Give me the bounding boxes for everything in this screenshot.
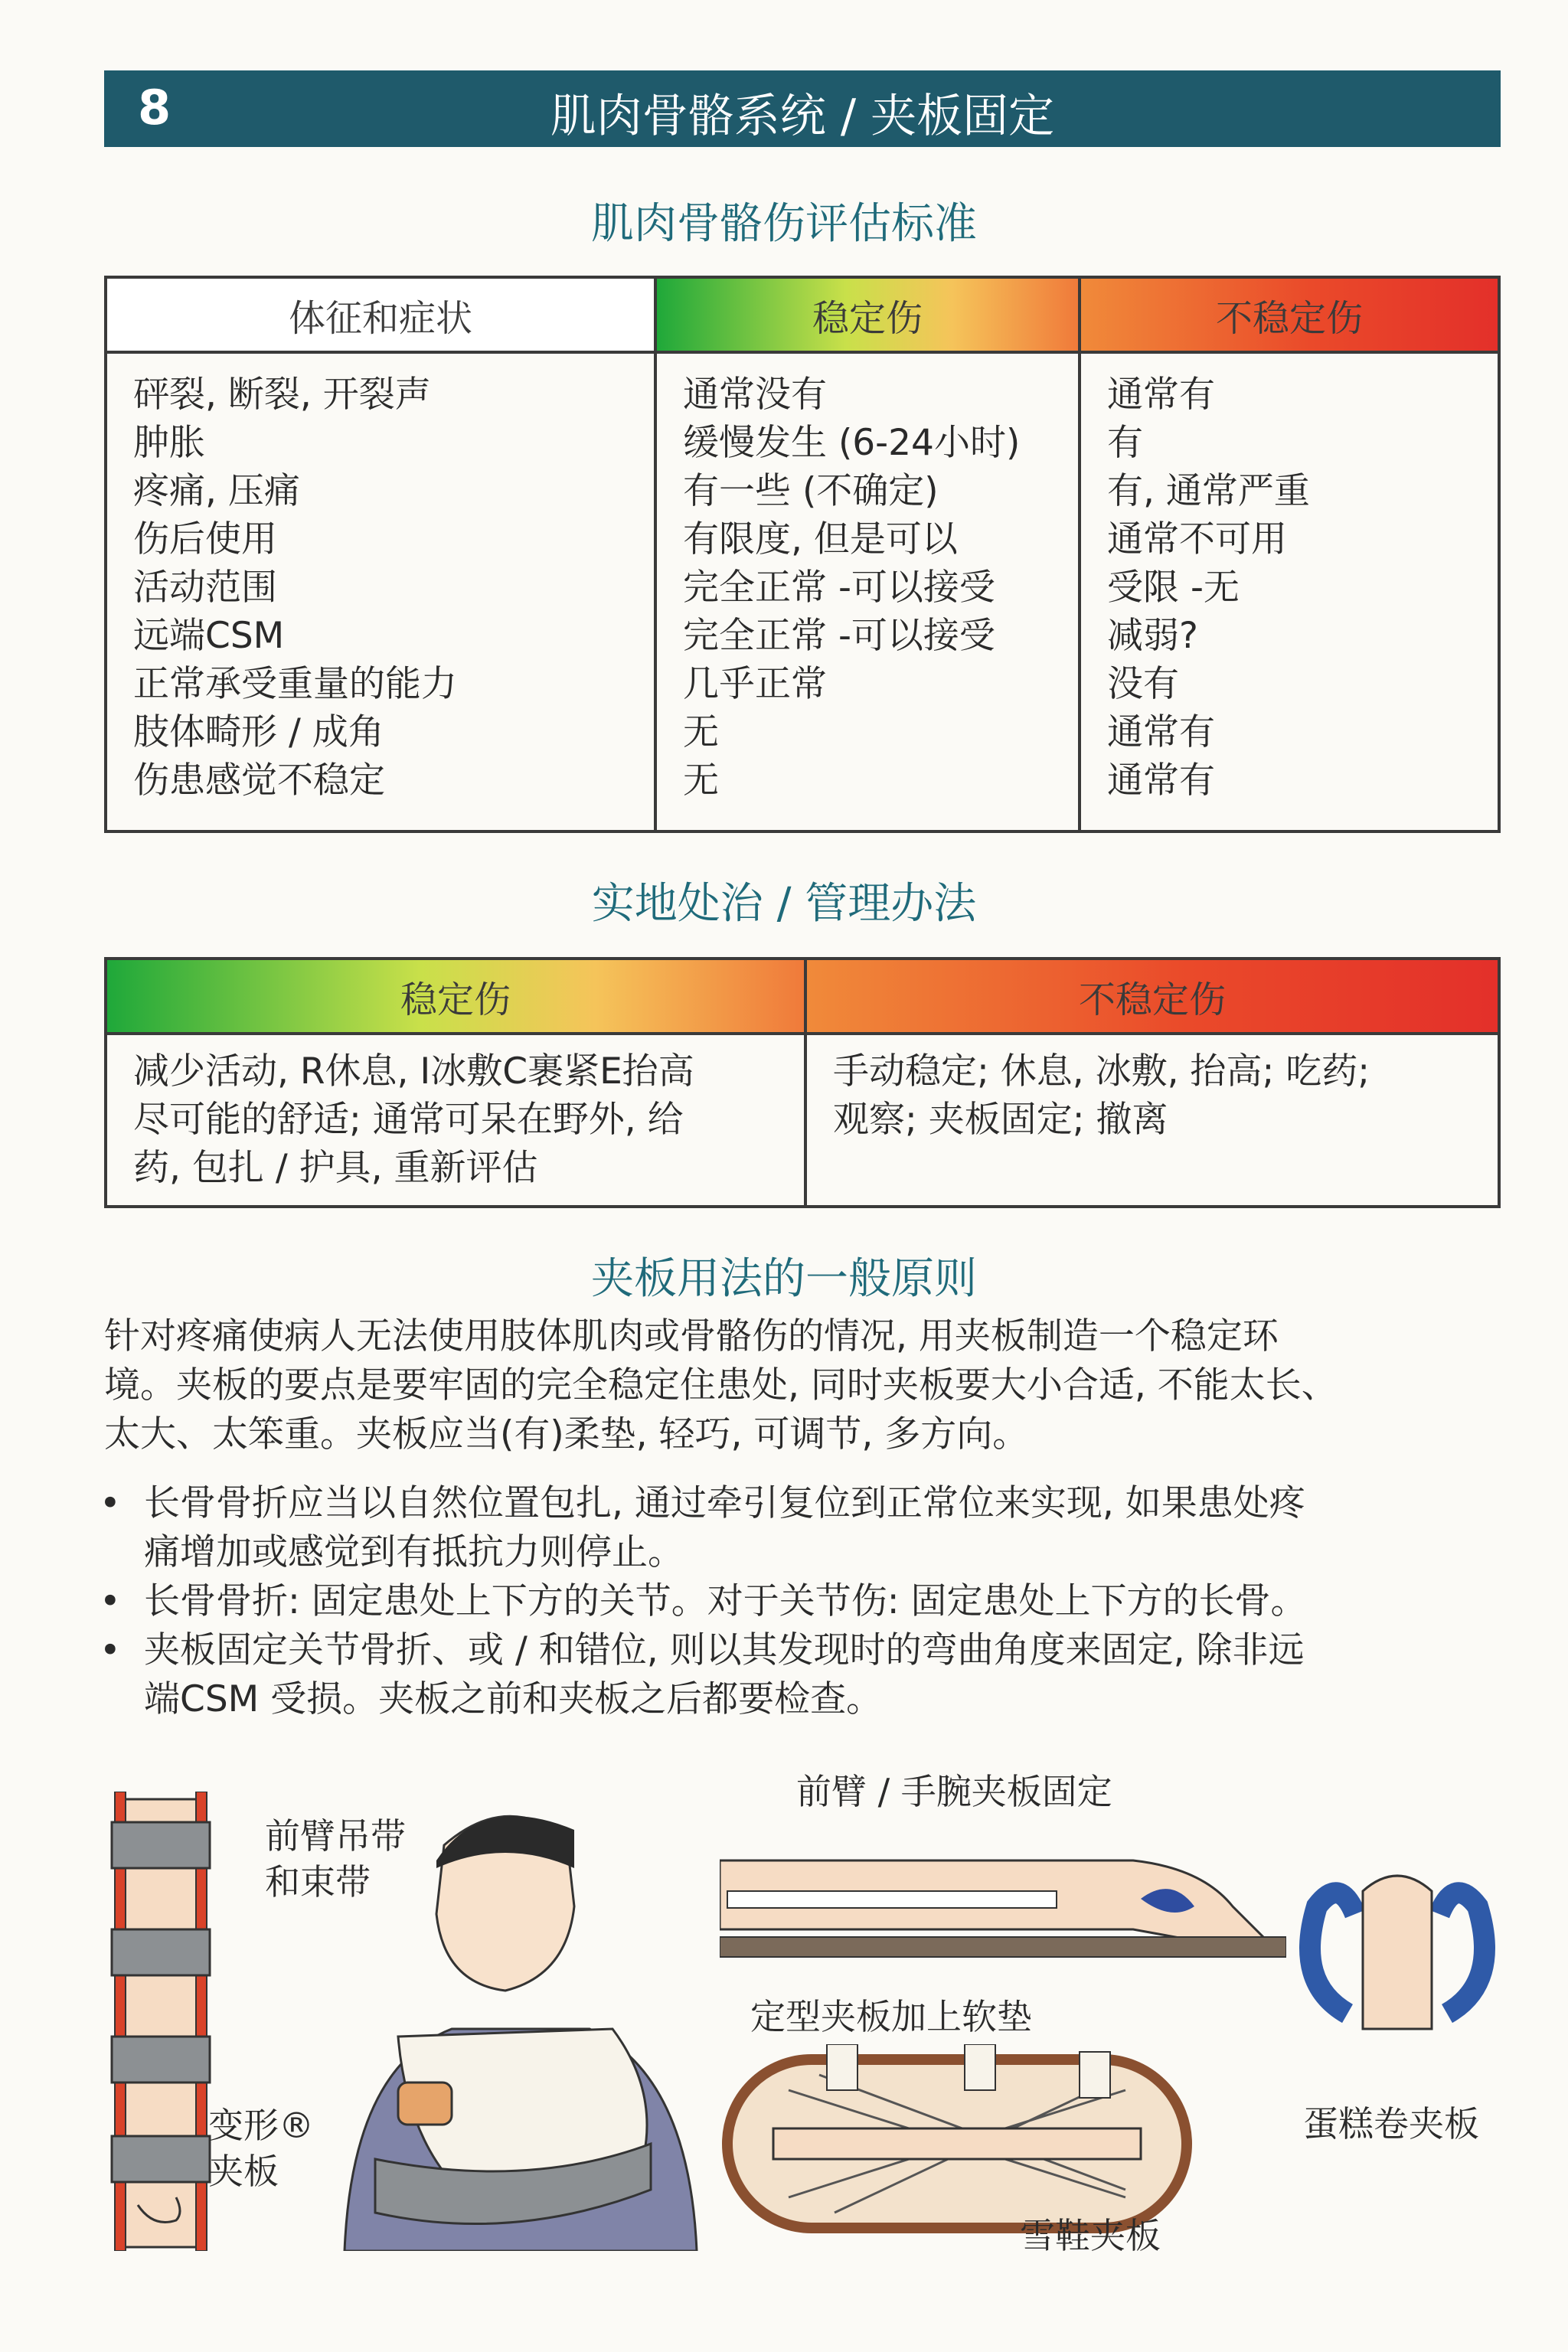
- bullet-line: 长骨骨折: 固定患处上下方的关节。对于关节伤: 固定患处上下方的长骨。: [144, 1580, 1307, 1622]
- unstable-item: 通常有: [1107, 711, 1215, 753]
- sign-item: 伤后使用: [133, 518, 277, 560]
- care-unstable-header: 不稳定伤: [805, 959, 1499, 1034]
- cakeroll-illustration: [1294, 1860, 1501, 2060]
- stable-header: 稳定伤: [655, 277, 1080, 352]
- care-stable-cell: [106, 1034, 805, 1207]
- principles-intro: [104, 1312, 1501, 1459]
- unstable-item: 通常有: [1107, 374, 1215, 416]
- unstable-item: 有, 通常严重: [1107, 470, 1310, 512]
- unstable-header: 不稳定伤: [1080, 277, 1499, 352]
- care-table: [104, 957, 1501, 1208]
- care-line: 尽可能的舒适; 通常可呆在野外, 给: [133, 1099, 684, 1141]
- sign-item: 活动范围: [133, 567, 277, 609]
- forearm-caption: 前臂 / 手腕夹板固定: [796, 1771, 1112, 1812]
- caption-line: 变形®: [208, 2105, 314, 2146]
- signs-header: 体征和症状: [106, 277, 655, 352]
- sign-item: 伤患感觉不稳定: [133, 760, 385, 802]
- caption-line: 前臂吊带: [265, 1815, 406, 1857]
- intro-line: 太大、太笨重。夹板应当(有)柔垫, 轻巧, 可调节, 多方向。: [104, 1413, 1029, 1455]
- care-line: 减少活动, R休息, I冰敷C裹紧E抬高: [133, 1050, 694, 1093]
- principle-bullet: [100, 1626, 1501, 1724]
- assessment-title: 肌肉骨骼伤评估标准: [591, 199, 977, 249]
- unstable-item: 通常有: [1107, 760, 1215, 802]
- principle-bullet: [100, 1577, 1501, 1626]
- principles-title: 夹板用法的一般原则: [591, 1254, 977, 1304]
- deformable-splint-illustration: [107, 1792, 214, 2251]
- principle-bullet: [100, 1479, 1501, 1577]
- bullet-dot: •: [100, 1482, 121, 1524]
- page-title: 肌肉骨骼系统 / 夹板固定: [550, 90, 1055, 143]
- signs-column: [106, 352, 655, 831]
- stable-item: 通常没有: [683, 374, 827, 416]
- unstable-item: 受限 -无: [1107, 567, 1240, 609]
- intro-line: 针对疼痛使病人无法使用肢体肌肉或骨骼伤的情况, 用夹板制造一个稳定环: [104, 1315, 1279, 1357]
- stable-item: 有限度, 但是可以: [683, 518, 958, 560]
- unstable-item: 减弱?: [1107, 615, 1198, 657]
- sign-item: 远端CSM: [133, 615, 285, 657]
- assessment-table: [104, 276, 1501, 833]
- molded-caption: 定型夹板加上软垫: [750, 1996, 1032, 2037]
- care-line: 观察; 夹板固定; 撤离: [833, 1099, 1168, 1141]
- sign-item: 砰裂, 断裂, 开裂声: [133, 374, 431, 416]
- sling-illustration: [329, 1799, 712, 2251]
- caption-line: 和束带: [265, 1861, 371, 1903]
- unstable-item: 通常不可用: [1107, 518, 1287, 560]
- stable-item: 缓慢发生 (6-24小时): [683, 422, 1021, 464]
- bullet-line: 痛增加或感觉到有抵抗力则停止。: [144, 1531, 684, 1573]
- stable-item: 几乎正常: [683, 663, 827, 705]
- page-header: [104, 70, 1501, 147]
- bullet-dot: •: [100, 1629, 121, 1671]
- cakeroll-caption: 蛋糕卷夹板: [1303, 2103, 1479, 2145]
- stable-item: 完全正常 -可以接受: [683, 615, 995, 657]
- caption-line: 夹板: [208, 2151, 279, 2192]
- intro-line: 境。夹板的要点是要牢固的完全稳定住患处, 同时夹板要大小合适, 不能太长、: [104, 1364, 1338, 1406]
- sign-item: 疼痛, 压痛: [133, 470, 300, 512]
- unstable-column: [1080, 352, 1499, 831]
- bullet-line: 长骨骨折应当以自然位置包扎, 通过牵引复位到正常位来实现, 如果患处疼: [144, 1482, 1305, 1524]
- care-line: 药, 包扎 / 护具, 重新评估: [133, 1147, 538, 1189]
- stable-item: 无: [683, 711, 719, 753]
- stable-item: 有一些 (不确定): [683, 470, 939, 512]
- bullet-line: 夹板固定关节骨折、或 / 和错位, 则以其发现时的弯曲角度来固定, 除非远: [144, 1629, 1305, 1671]
- bullet-line: 端CSM 受损。夹板之前和夹板之后都要检查。: [144, 1678, 883, 1720]
- page-number: 8: [138, 80, 172, 136]
- stable-item: 完全正常 -可以接受: [683, 567, 995, 609]
- snowshoe-caption: 雪鞋夹板: [1020, 2215, 1161, 2256]
- sign-item: 正常承受重量的能力: [133, 663, 457, 705]
- care-title: 实地处治 / 管理办法: [591, 879, 977, 929]
- unstable-item: 没有: [1107, 663, 1179, 705]
- sign-item: 肿胀: [133, 422, 205, 464]
- care-stable-header: 稳定伤: [106, 959, 805, 1034]
- stable-column: [655, 352, 1080, 831]
- unstable-item: 有: [1107, 422, 1143, 464]
- stable-item: 无: [683, 760, 719, 802]
- sign-item: 肢体畸形 / 成角: [133, 711, 384, 753]
- care-line: 手动稳定; 休息, 冰敷, 抬高; 吃药;: [833, 1050, 1370, 1093]
- care-unstable-cell: [805, 1034, 1499, 1207]
- bullet-dot: •: [100, 1580, 121, 1622]
- deform-caption: [208, 2102, 314, 2194]
- forearm-splint-illustration: [720, 1830, 1286, 1983]
